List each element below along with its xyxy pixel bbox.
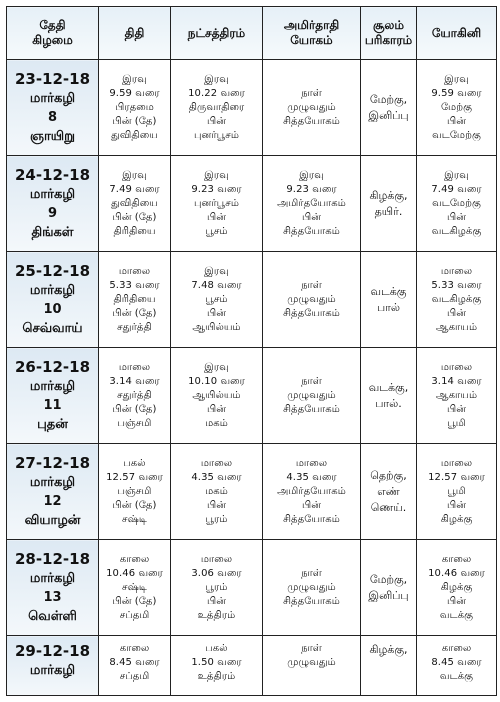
row-date: 29-12-18 [14, 642, 91, 660]
thithi-cell-line: சப்தமி [119, 671, 150, 682]
yogini-cell [417, 444, 497, 540]
nakshatra-cell-line: புனர்பூசம் [193, 129, 239, 141]
nakshatra-cell-line: இரவு [204, 265, 229, 277]
thithi-cell-line: பின் (தே) [112, 307, 157, 319]
thithi-cell-line: பின் (தே) [112, 499, 157, 511]
nakshatra-cell-line: பின் [206, 595, 227, 607]
table-row [7, 444, 497, 540]
thithi-cell-line: சப்தமி [119, 609, 150, 621]
date-cell [7, 636, 99, 696]
row-month: மார்கழி [29, 663, 76, 678]
row-date: 23-12-18 [14, 69, 91, 88]
yogam-cell-line: பின் [301, 499, 322, 511]
yogam-cell-line: முழுவதும் [287, 389, 336, 401]
row-date: 24-12-18 [14, 165, 91, 184]
thithi-cell [99, 252, 171, 348]
thithi-cell [99, 444, 171, 540]
thithi-cell-line: காலை [119, 553, 150, 565]
nakshatra-cell-line: இரவு [204, 361, 229, 373]
nakshatra-cell-line: இரவு [204, 73, 229, 85]
nakshatra-cell-line: பூரம் [205, 581, 228, 593]
row-month: மார்கழி [29, 378, 76, 394]
nakshatra-cell [171, 348, 263, 444]
nakshatra-cell-line: உத்திரம் [197, 609, 236, 621]
yogini-cell-line: பின் [446, 403, 467, 415]
thithi-cell-line: திரிதியை [113, 225, 156, 237]
yogini-cell-line: ஆகாயம் [435, 389, 478, 401]
nakshatra-cell-line: 4.35 வரை [191, 471, 242, 483]
table-row [7, 540, 497, 636]
yogini-cell-line: வடக்கு [439, 609, 474, 621]
yogini-cell [417, 252, 497, 348]
yogam-cell [263, 156, 361, 252]
yogam-cell-line: சித்தயோகம் [283, 403, 340, 415]
header-yogini: யோகினி [417, 7, 497, 60]
yogini-cell-line: வடமேற்கு [432, 197, 481, 209]
soolam-cell [361, 60, 417, 156]
yogam-cell [263, 60, 361, 156]
yogam-cell-line: சித்தயோகம் [283, 115, 340, 127]
yogam-cell [263, 252, 361, 348]
row-month: மார்கழி [29, 90, 76, 106]
thithi-cell-line: 8.45 வரை [109, 657, 160, 668]
yogini-cell-line: மேற்கு [440, 101, 473, 113]
nakshatra-cell-line: பூசம் [205, 293, 228, 305]
yogam-cell-line: நாள் [301, 279, 322, 291]
nakshatra-cell [171, 444, 263, 540]
yogini-cell-line: மாலை [440, 265, 473, 277]
nakshatra-cell-line: மாலை [200, 457, 233, 469]
yogini-cell-line: வடமேற்கு [432, 129, 481, 141]
yogini-cell-line: காலை [441, 643, 472, 654]
date-cell [7, 444, 99, 540]
yogini-cell-line: 9.59 வரை [431, 87, 482, 99]
yogam-cell [263, 540, 361, 636]
nakshatra-cell-line: 1.50 வரை [191, 657, 242, 668]
yogam-cell-line: அமிர்தயோகம் [277, 197, 346, 209]
thithi-cell-line: 10.46 வரை [106, 567, 163, 579]
yogini-cell-line: பின் [446, 307, 467, 319]
row-month: மார்கழி [29, 474, 76, 490]
row-day: வெள்ளி [28, 608, 77, 624]
nakshatra-cell-line: புனர்பூசம் [193, 197, 239, 209]
date-cell [7, 348, 99, 444]
nakshatra-cell-line: பூரம் [205, 513, 228, 525]
soolam-cell-line: எண் [377, 484, 400, 498]
yogini-cell [417, 60, 497, 156]
thithi-cell-line: 12.57 வரை [106, 471, 163, 483]
header-date-day: தேதி கிழமை [7, 7, 99, 60]
nakshatra-cell-line: பகல் [205, 643, 228, 654]
yogam-cell-line: சித்தயோகம் [283, 225, 340, 237]
soolam-cell [361, 348, 417, 444]
row-num: 13 [43, 589, 62, 605]
yogam-cell-line: சித்தயோகம் [283, 595, 340, 607]
thithi-cell-line: சதுர்த்தி [117, 389, 152, 401]
nakshatra-cell-line: மகம் [205, 485, 228, 497]
date-cell [7, 156, 99, 252]
nakshatra-cell-line: 7.48 வரை [191, 279, 242, 291]
nakshatra-cell [171, 540, 263, 636]
almanac-table [6, 6, 497, 696]
yogam-cell-line: 9.23 வரை [286, 183, 337, 195]
thithi-cell-line: சஷ்டி [122, 513, 147, 525]
yogini-cell-line: கிழக்கு [440, 513, 473, 525]
nakshatra-cell-line: 3.06 வரை [191, 567, 242, 579]
row-month: மார்கழி [29, 282, 76, 298]
header-nakshatra: நட்சத்திரம் [171, 7, 263, 60]
table-body [7, 60, 497, 696]
date-cell [7, 60, 99, 156]
soolam-cell-line: பால். [375, 396, 402, 410]
yogini-cell-line: வடக்கு [439, 671, 474, 682]
table-row [7, 252, 497, 348]
nakshatra-cell-line: ஆயில்யம் [192, 321, 241, 333]
nakshatra-cell-line: 10.10 வரை [188, 375, 245, 387]
soolam-cell-line: கிழக்கு, [369, 188, 408, 202]
thithi-cell [99, 60, 171, 156]
nakshatra-cell-line: பின் [206, 211, 227, 223]
yogam-cell-line: சித்தயோகம் [283, 513, 340, 525]
thithi-cell-line: பஞ்சமி [117, 417, 152, 429]
soolam-cell-line: தயிர். [374, 204, 403, 218]
thithi-cell-line: 3.14 வரை [109, 375, 160, 387]
table-row [7, 636, 497, 696]
row-month: மார்கழி [29, 186, 76, 202]
soolam-cell-line: மேற்கு, [369, 92, 408, 106]
yogini-cell-line: பின் [446, 499, 467, 511]
nakshatra-cell-line: பின் [206, 115, 227, 127]
thithi-cell-line: மாலை [118, 361, 151, 373]
soolam-cell-line: பால் [376, 300, 401, 314]
thithi-cell-line: இரவு [122, 73, 147, 85]
yogam-cell-line: சித்தயோகம் [283, 307, 340, 319]
yogini-cell [417, 540, 497, 636]
yogini-cell-line: பின் [446, 115, 467, 127]
row-day: செவ்வாய் [22, 320, 83, 336]
yogini-cell [417, 156, 497, 252]
thithi-cell-line: பின் (தே) [112, 403, 157, 415]
nakshatra-cell-line: பூசம் [205, 225, 228, 237]
yogini-cell-line: காலை [441, 553, 472, 565]
thithi-cell-line: காலை [119, 643, 150, 654]
yogini-cell-line: இரவு [444, 169, 469, 181]
soolam-cell [361, 540, 417, 636]
table-row [7, 60, 497, 156]
yogam-cell-line: நாள் [301, 87, 322, 99]
yogam-cell-line: முழுவதும் [287, 101, 336, 113]
row-month: மார்கழி [29, 570, 76, 586]
thithi-cell-line: மாலை [118, 265, 151, 277]
row-num: 10 [43, 301, 62, 317]
nakshatra-cell [171, 156, 263, 252]
yogini-cell-line: வடகிழக்கு [431, 293, 482, 305]
soolam-cell-line: இனிப்பு [368, 108, 409, 122]
yogam-cell [263, 636, 361, 696]
yogam-cell-line: 4.35 வரை [286, 471, 337, 483]
nakshatra-cell-line: மகம் [205, 417, 228, 429]
soolam-cell [361, 636, 417, 696]
yogam-cell [263, 348, 361, 444]
yogam-cell-line: முழுவதும் [287, 657, 336, 668]
thithi-cell [99, 636, 171, 696]
yogam-cell-line: அமிர்தயோகம் [277, 485, 346, 497]
thithi-cell-line: சஷ்டி [122, 581, 147, 593]
yogini-cell-line: 7.49 வரை [431, 183, 482, 195]
yogam-cell-line: நாள் [301, 567, 322, 579]
row-num: 9 [47, 205, 58, 221]
yogini-cell-line: ஆகாயம் [435, 321, 478, 333]
date-cell [7, 252, 99, 348]
row-date: 26-12-18 [14, 357, 91, 376]
table-row [7, 156, 497, 252]
thithi-cell [99, 540, 171, 636]
yogini-cell-line: பின் [446, 595, 467, 607]
thithi-cell-line: பகல் [123, 457, 146, 469]
nakshatra-cell-line: ஆயில்யம் [192, 389, 241, 401]
row-day: புதன் [37, 416, 68, 432]
nakshatra-cell-line: திருவாதிரை [188, 101, 245, 113]
yogini-cell [417, 636, 497, 696]
nakshatra-cell-line: பின் [206, 499, 227, 511]
thithi-cell-line: 9.59 வரை [109, 87, 160, 99]
thithi-cell [99, 348, 171, 444]
yogini-cell-line: பின் [446, 211, 467, 223]
yogini-cell-line: பூமி [447, 485, 466, 497]
yogam-cell-line: இரவு [299, 169, 324, 181]
nakshatra-cell-line: பின் [206, 403, 227, 415]
thithi-cell-line: பிரதமை [115, 101, 154, 113]
thithi-cell-line: துவிதியை [111, 197, 158, 209]
nakshatra-cell-line: மாலை [200, 553, 233, 565]
table-header [7, 7, 497, 60]
thithi-cell-line: திரிதியை [113, 293, 156, 305]
yogini-cell [417, 348, 497, 444]
nakshatra-cell [171, 252, 263, 348]
thithi-cell-line: சதுர்த்தி [117, 321, 152, 333]
yogini-cell-line: மாலை [440, 361, 473, 373]
soolam-cell-line: ணெய். [370, 500, 407, 514]
nakshatra-cell-line: உத்திரம் [197, 671, 236, 682]
row-date: 27-12-18 [14, 453, 91, 472]
yogini-cell-line: பூமி [447, 417, 466, 429]
yogam-cell-line: நாள் [301, 375, 322, 387]
yogini-cell-line: 8.45 வரை [431, 657, 482, 668]
yogini-cell-line: இரவு [444, 73, 469, 85]
row-num: 8 [47, 109, 58, 125]
thithi-cell-line: துவிதியை [111, 129, 158, 141]
yogini-cell-line: 12.57 வரை [428, 471, 485, 483]
nakshatra-cell [171, 636, 263, 696]
row-num: 11 [43, 397, 62, 413]
yogam-cell [263, 444, 361, 540]
soolam-cell-line: கிழக்கு, [369, 643, 408, 656]
yogini-cell-line: 10.46 வரை [428, 567, 485, 579]
row-day: ஞாயிறு [30, 128, 75, 144]
yogam-cell-line: முழுவதும் [287, 293, 336, 305]
row-day: திங்கள் [31, 224, 74, 240]
thithi-cell-line: பஞ்சமி [117, 485, 152, 497]
yogam-cell-line: முழுவதும் [287, 581, 336, 593]
thithi-cell [99, 156, 171, 252]
yogini-cell-line: வடகிழக்கு [431, 225, 482, 237]
thithi-cell-line: பின் (தே) [112, 115, 157, 127]
header-amirthathi-yogam: அமிர்தாதி யோகம் [263, 7, 361, 60]
header-thithi: திதி [99, 7, 171, 60]
thithi-cell-line: பின் (தே) [112, 211, 157, 223]
thithi-cell-line: 5.33 வரை [109, 279, 160, 291]
yogini-cell-line: 5.33 வரை [431, 279, 482, 291]
soolam-cell [361, 156, 417, 252]
header-soolam-parigaram: சூலம் பரிகாரம் [361, 7, 417, 60]
yogini-cell-line: 3.14 வரை [431, 375, 482, 387]
thithi-cell-line: இரவு [122, 169, 147, 181]
row-day: வியாழன் [24, 512, 81, 528]
yogam-cell-line: பின் [301, 211, 322, 223]
soolam-cell-line: மேற்கு, [369, 572, 408, 586]
row-date: 25-12-18 [14, 261, 91, 280]
soolam-cell [361, 444, 417, 540]
soolam-cell [361, 252, 417, 348]
nakshatra-cell-line: 10.22 வரை [188, 87, 245, 99]
nakshatra-cell-line: 9.23 வரை [191, 183, 242, 195]
thithi-cell-line: பின் (தே) [112, 595, 157, 607]
nakshatra-cell [171, 60, 263, 156]
soolam-cell-line: வடக்கு [370, 284, 407, 298]
table-row [7, 348, 497, 444]
thithi-cell-line: 7.49 வரை [109, 183, 160, 195]
soolam-cell-line: இனிப்பு [368, 588, 409, 602]
nakshatra-cell-line: பின் [206, 307, 227, 319]
nakshatra-cell-line: இரவு [204, 169, 229, 181]
row-date: 28-12-18 [14, 549, 91, 568]
soolam-cell-line: தெற்கு, [370, 468, 407, 482]
date-cell [7, 540, 99, 636]
yogam-cell-line: நாள் [301, 643, 322, 654]
yogini-cell-line: மாலை [440, 457, 473, 469]
soolam-cell-line: வடக்கு, [368, 380, 409, 394]
yogam-cell-line: மாலை [295, 457, 328, 469]
row-num: 12 [43, 493, 62, 509]
yogini-cell-line: கிழக்கு [440, 581, 473, 593]
